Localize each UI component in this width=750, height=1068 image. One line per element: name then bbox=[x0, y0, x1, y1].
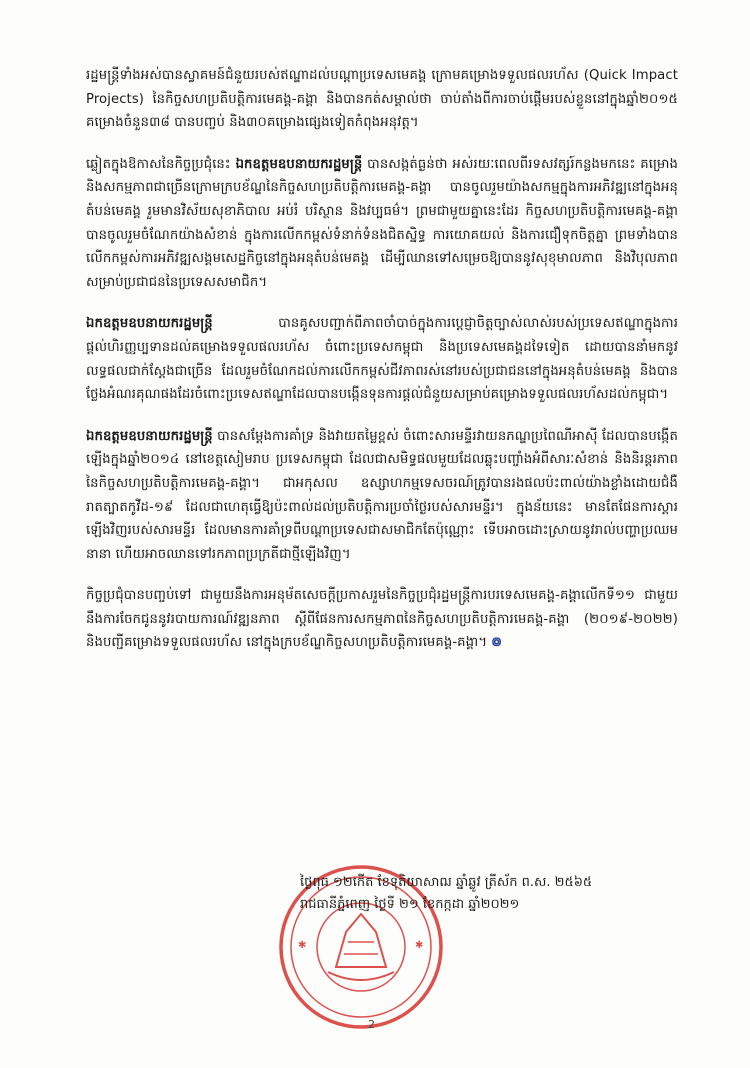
svg-text:✱: ✱ bbox=[415, 940, 424, 951]
svg-text:✱: ✱ bbox=[298, 940, 307, 951]
lunar-date: ថ្ងៃពុធ ១២កើត ខែទុតិយាសាឍ ឆ្នាំឆ្លូវ ត្រីស័ក ព.ស. ២៥៦៥ bbox=[300, 875, 593, 890]
paragraph-3-text: បានគូសបញ្ជាក់ពីភាពចាំបាច់ក្នុងការប្តេជ្ញាចិត្តច្បាស់លាស់របស់ប្រទេសឥណ្ឌាក្នុងការផ្តល់ហិរញ្ញប្បទានដល់គម្រោងទទួលផលរហ័ស ចំពោះប្រទេសកម្ពុជា និងប្រទេសមេគង្គដទៃទៀត ដោយបាននាំមកនូវលទ្ធផលជាក់ស្តែងជាច្រើន ដែលរួមចំណែកដល់ការលើកកម្ពស់ជីវភាពរស់នៅរបស់ប្រជាជននៅក្នុងអនុតំបន់មេគង្គ និងបានថ្លែងអំណរគុណផងដែរចំពោះប្រទេសឥណ្ឌាដែលបានបង្កើនទុនការផ្តល់ជំនួយសម្រាប់គម្រោងទទួលផលរហ័សដល់កម្ពុជា។ bbox=[86, 316, 678, 403]
paragraph-3-lead: ឯកឧត្តមឧបនាយករដ្ឋមន្ត្រី bbox=[86, 316, 213, 332]
date-block bbox=[300, 872, 680, 916]
paragraph-2-intro: ឆ្លៀតក្នុងឱកាសនៃកិច្ចប្រជុំនេះ bbox=[86, 156, 236, 172]
page-number: 2 bbox=[368, 1018, 375, 1031]
seal-center-ring bbox=[317, 903, 405, 991]
closing-mark-icon: ៙ bbox=[491, 635, 503, 651]
paragraph-2-text: បានសង្កត់ធ្ងន់ថា អស់រយៈពេលពីរទសវត្សរ៍កន្លងមកនេះ គម្រោង និងសកម្មភាពជាច្រើនក្រោមក្របខ័ណ្ឌនៃកិច្ចសហប្រតិបត្តិការមេគង្គ-គង្គា បានចូលរួមយ៉ាងសកម្មក្នុងការអភិវឌ្ឍនៅក្នុងអនុតំបន់មេគង្គ រួមមានវិស័យសុខាភិបាល អប់រំ បរិស្ថាន និងវប្បធម៌។ ព្រមជាមួយគ្នានេះដែរ កិច្ចសហប្រតិបត្តិការមេគង្គ-គង្គាបានចូលរួមចំណែកយ៉ាងសំខាន់ ក្នុងការលើកកម្ពស់ទំនាក់ទំនងជិតស្និទ្ធ ការយោគយល់ និងការជឿទុកចិត្តគ្នា ព្រមទាំងបានលើកកម្ពស់ការអភិវឌ្ឍសង្គមសេដ្ឋកិច្ចនៅក្នុងអនុតំបន់មេគង្គ ដើម្បីឈានទៅសម្រេចឱ្យបាននូវសុខុមាលភាព និងវិបុលភាព សម្រាប់ប្រជាជននៃប្រទេសសមាជិក។ bbox=[86, 156, 678, 290]
gregorian-date: រាជធានីភ្នំពេញ ថ្ងៃទី ២១ ខែកក្កដា ឆ្នាំ២០២១ bbox=[300, 897, 520, 912]
paragraph-4 bbox=[86, 425, 678, 567]
seal-emblem-icon bbox=[336, 914, 386, 967]
paragraph-2 bbox=[86, 153, 678, 295]
paragraph-4-text: បានសម្តែងការគាំទ្រ និងវាយតម្លៃខ្ពស់ ចំពោះសារមន្ទីរវាយនភណ្ឌប្រពៃណីអាស៊ី ដែលបានបង្កើតឡើងក្នុងឆ្នាំ២០១៤ នៅខេត្តសៀមរាប ប្រទេសកម្ពុជា ដែលជាសមិទ្ធផលមួយដែលឆ្លុះបញ្ចាំងអំពីសារៈសំខាន់ និងនិរន្តរភាព នៃកិច្ចសហប្រតិបត្តិការមេគង្គ-គង្គា។ ជាអកុសល ឧស្សាហកម្មទេសចរណ៍ត្រូវបានរងផលប៉ះពាល់យ៉ាងខ្លាំងដោយជំងឺរាតត្បាតកូវីដ-១៩ ដែលជាហេតុធ្វើឱ្យប៉ះពាល់ដល់ប្រតិបត្តិការប្រចាំថ្ងៃរបស់សារមន្ទីរ។ ក្នុងន័យនេះ មានតែផែនការស្តារឡើងវិញរបស់សារមន្ទីរ ដែលមានការគាំទ្រពីបណ្តាប្រទេសជាសមាជិកតែប៉ុណ្ណោះ ទើបអាចដោះស្រាយនូវរាល់បញ្ហាប្រឈមនានា ហើយអាចឈានទៅរកភាពប្រក្រតីជាថ្មីឡើងវិញ។ bbox=[86, 428, 678, 562]
paragraph-5 bbox=[86, 584, 678, 655]
paragraph-4-lead: ឯកឧត្តមឧបនាយករដ្ឋមន្ត្រី bbox=[86, 428, 213, 444]
paragraph-2-lead: ឯកឧត្តមឧបនាយករដ្ឋមន្ត្រី bbox=[235, 156, 363, 172]
paragraph-5-text: កិច្ចប្រជុំបានបញ្ចប់ទៅ ជាមួយនឹងការអនុម័តសេចក្តីប្រកាសរួមនៃកិច្ចប្រជុំរដ្ឋមន្ត្រីការបរទេសមេគង្គ-គង្គាលើកទី១១ ជាមួយនឹងការចែកជូននូវរបាយការណ៍វឌ្ឍនភាព ស្តីពីផែនការសកម្មភាពនៃកិច្ចសហប្រតិបត្តិការមេគង្គ-គង្គា (២០១៩-២០២២) និងបញ្ជីគម្រោងទទួលផលរហ័ស នៅក្នុងក្របខ័ណ្ឌកិច្ចសហប្រតិបត្តិការមេគង្គ-គង្គា។ bbox=[86, 588, 678, 651]
paragraph-1 bbox=[86, 64, 678, 135]
paragraph-3 bbox=[86, 312, 678, 406]
document-body bbox=[86, 64, 678, 673]
paragraph-1-text: រដ្ឋមន្ត្រីទាំងអស់បានស្វាគមន៍ជំនួយរបស់ឥណ្ឌាដល់បណ្តាប្រទេសមេគង្គ ក្រោមគម្រោងទទួលផលរហ័ស (Quick Impact Projects) នៃកិច្ចសហប្រតិបត្តិការមេគង្គ-គង្គា និងបានកត់សម្គាល់ថា ចាប់តាំងពីការចាប់ផ្តើមរបស់ខ្លួននៅក្នុងឆ្នាំ២០១៥ គម្រោងចំនួន៣៨ បានបញ្ចប់ និង៣០គម្រោងផ្សេងទៀតកំពុងអនុវត្ត។ bbox=[86, 68, 678, 131]
